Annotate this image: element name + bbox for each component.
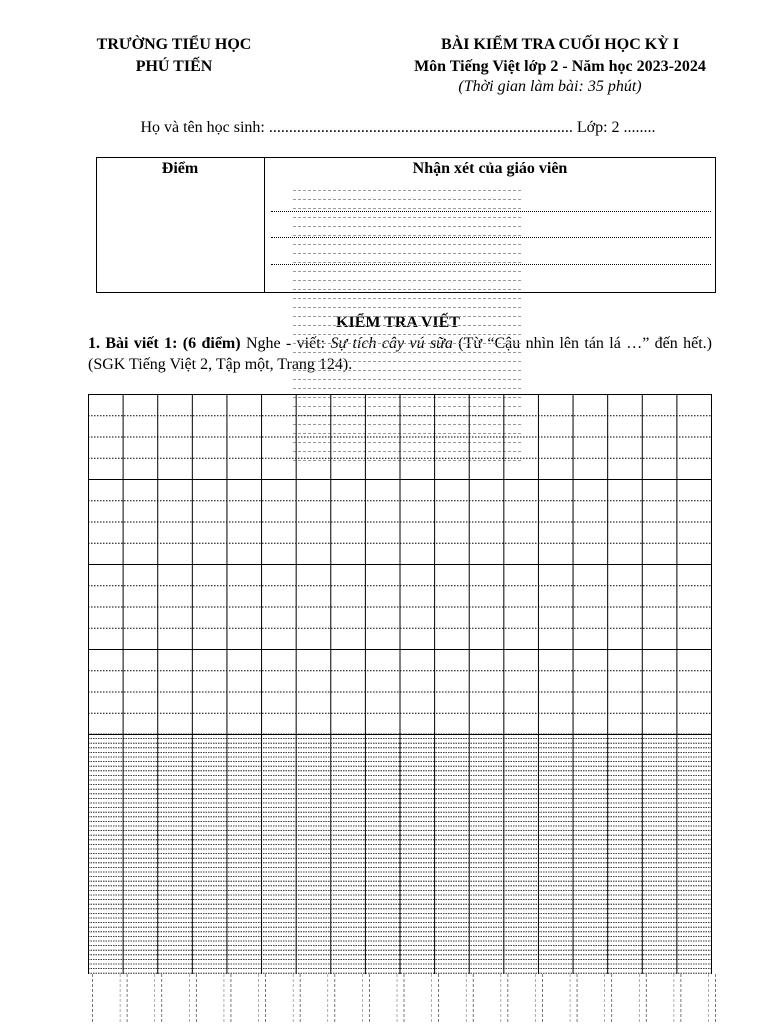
task-instruction: Nghe - viết: — [240, 335, 331, 352]
exam-title: BÀI KIỂM TRA CUỐI HỌC KỲ I — [441, 36, 679, 53]
ghost-line — [293, 388, 521, 389]
ghost-line — [293, 253, 521, 254]
school-name-line1: TRƯỜNG TIỂU HỌC — [96, 36, 252, 53]
ghost-line — [293, 235, 521, 236]
ghost-line — [293, 307, 521, 308]
ghost-line — [293, 262, 521, 263]
ghost-line — [293, 370, 521, 371]
ghost-line — [293, 379, 521, 380]
ghost-line — [293, 325, 521, 326]
score-header: Điểm — [161, 160, 199, 177]
ghost-line — [293, 343, 521, 344]
school-name-line2: PHÚ TIẾN — [135, 58, 213, 75]
ghost-line — [293, 298, 521, 299]
ghost-line — [293, 190, 521, 191]
ghost-line — [293, 217, 521, 218]
ghost-line — [293, 352, 521, 353]
ghost-line — [293, 361, 521, 362]
comment-line — [271, 211, 711, 212]
task-description — [88, 333, 712, 375]
ghost-line — [293, 226, 521, 227]
ghost-line — [293, 199, 521, 200]
handwriting-grid — [88, 394, 718, 1024]
student-info-line: Họ và tên học sinh: ............................................................................ Lớp: 2 ........ — [140, 119, 656, 136]
ghost-line — [293, 271, 521, 272]
exam-time: (Thời gian làm bài: 35 phút) — [458, 78, 642, 95]
ghost-line — [293, 280, 521, 281]
comment-header: Nhận xét của giáo viên — [412, 160, 568, 177]
ghost-line — [293, 244, 521, 245]
ghost-line — [293, 316, 521, 317]
section-title: KIỂM TRA VIẾT — [336, 314, 460, 331]
comment-line — [271, 264, 711, 265]
ghost-line — [293, 334, 521, 335]
ghost-line — [293, 289, 521, 290]
comment-line — [271, 237, 711, 238]
task-source: (Từ “Cậu nhìn lên tán lá …” đến hết.) (SGK Tiếng Việt 2, Tập một, Trang 124). — [88, 335, 713, 373]
exam-subject: Môn Tiếng Việt lớp 2 - Năm học 2023-2024 — [414, 58, 706, 75]
ghost-line — [293, 208, 521, 209]
task-title: Sự tích cây vú sữa — [330, 335, 453, 352]
task-number: 1. Bài viết 1: (6 điểm) — [88, 335, 241, 352]
